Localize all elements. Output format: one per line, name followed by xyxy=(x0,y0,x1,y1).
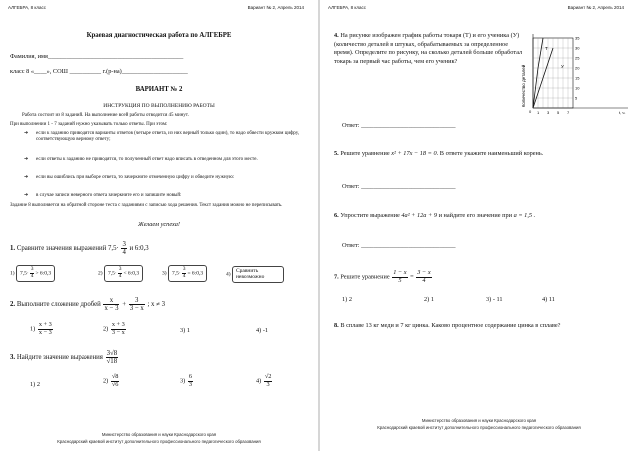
graph-y-tick: 5 xyxy=(575,95,578,101)
instruction-bullet: ➜ если к заданию приводятся варианты ответов (четыре ответа, из них верный только один), то надо обвести кружком цифру, соответствующую верному ответу; xyxy=(24,131,299,142)
left-page xyxy=(0,0,318,451)
q1-option-1[interactable]: 1) 7,5· $\frac{3}{4}$ > 6:0,3 xyxy=(10,265,55,282)
left-header-subject: АЛГЕБРА, 8 класс xyxy=(8,5,47,10)
graph-label-t: Т xyxy=(545,46,548,51)
instruction-intro: Работа состоит из 8 заданий. На выполнение всей работы отводится 45 минут. xyxy=(22,113,189,118)
question-3: 3. Найдите значение выражения $\frac{3√8}{√18}$ xyxy=(10,350,118,366)
graph-y-tick: 25 xyxy=(575,55,580,61)
right-header-subject: АЛГЕБРА, 8 класс xyxy=(328,5,367,10)
q7-option-4[interactable]: 4) 11 xyxy=(542,296,555,303)
page-title: Краевая диагностическая работа по АЛГЕБРЕ xyxy=(86,32,232,39)
q1-option-4[interactable]: 4) Сравнить невозможно xyxy=(226,266,284,283)
graph-y-tick: 35 xyxy=(575,35,580,41)
q7-option-3[interactable]: 3) - 11 xyxy=(486,296,503,303)
graph-y-tick: 15 xyxy=(575,75,580,81)
q2-option-2[interactable]: 2) $\frac{x + 3}{3 - x}$ xyxy=(103,321,125,336)
name-field[interactable]: Фамилия, имя___________________________________________ xyxy=(10,53,184,60)
footer-ministry: Министерство образования и науки Краснодарского края xyxy=(101,432,217,437)
graph-y-label: Количество деталей xyxy=(521,64,526,108)
q3-option-3[interactable]: 3) $\frac{6}{3}$ xyxy=(180,373,192,388)
question-5: 5. Решите уравнение x² + 17x − 18 = 0. В ответе укажите наименьший корень. xyxy=(334,150,544,157)
instruction-bullet: ➜ если ответы к заданию не приводятся, то полученный ответ надо вписать в отведенном для этого месте. xyxy=(24,157,258,162)
question-6: 6. Упростите выражение 4a² + 12a + 9 и найдите его значение при a = 1,5 . xyxy=(334,212,536,219)
right-page xyxy=(320,0,638,451)
q6-answer-field[interactable]: Ответ: ______________________________ xyxy=(342,242,456,249)
pointer-icon: ➜ xyxy=(24,193,29,198)
graph-y-tick: 30 xyxy=(575,45,580,51)
instruction-bullet: ➜ в случае записи неверного ответа зачеркните его и запишите новый: xyxy=(24,193,182,198)
q2-option-3[interactable]: 3) 1 xyxy=(180,327,190,334)
q1-option-3[interactable]: 3) 7,5· $\frac{3}{4}$ = 6:0,3 xyxy=(162,265,207,282)
question-7: 7. Решите уравнение $\frac{1 - x}{5}$ = $\frac{3 - x}{4}$ xyxy=(334,269,431,284)
instruction-bullet: ➜ если вы ошиблись при выборе ответа, то зачеркните отмеченную цифру и обведите нужную: xyxy=(24,175,235,180)
graph-label-u: У xyxy=(561,64,564,69)
q1-option-2[interactable]: 2) 7,5· $\frac{3}{4}$ < 6:0,3 xyxy=(98,265,143,282)
task8-note: Задание 8 выполняется на обратной стороне теста с заданиями с записью хода решения. Текст задания можно не переписывать. xyxy=(10,203,283,208)
q4-answer-field[interactable]: Ответ: ______________________________ xyxy=(342,122,456,129)
graph-x-tick: 1 xyxy=(537,110,540,115)
graph-x-tick: 5 xyxy=(557,110,560,115)
q2-option-1[interactable]: 1) $\frac{x + 3}{x - 3}$ xyxy=(30,321,52,336)
instruction-title: ИНСТРУКЦИЯ ПО ВЫПОЛНЕНИЮ РАБОТЫ xyxy=(103,103,215,109)
pointer-icon: ➜ xyxy=(24,157,29,162)
good-luck: Желаем успеха! xyxy=(137,221,180,228)
q2-option-4[interactable]: 4) -1 xyxy=(256,327,269,334)
footer-ministry: Министерство образования и науки Краснодарского края xyxy=(421,418,537,423)
footer-institute: Краснодарский краевой институт дополнительного профессионального педагогического образования xyxy=(57,439,261,444)
graph-x-label: t, ч. xyxy=(619,110,626,115)
graph-x-tick: 7 xyxy=(567,110,570,115)
graph-y-tick: 20 xyxy=(575,65,580,71)
work-graph xyxy=(516,28,634,118)
left-header-variant: Вариант № 2, Апрель 2014 xyxy=(247,5,304,10)
q3-option-2[interactable]: 2) $\frac{√8}{√6}$ xyxy=(103,373,119,388)
q5-answer-field[interactable]: Ответ: ______________________________ xyxy=(342,183,456,190)
pointer-icon: ➜ xyxy=(24,131,29,136)
class-field[interactable]: класс 8 «____», СОШ __________ г.(р-на)_____________________ xyxy=(10,68,188,75)
graph-x-tick: 3 xyxy=(547,110,550,115)
question-8: 8. В сплаве 13 кг меди и 7 кг цинка. Каково процентное содержание цинка в сплаве? xyxy=(334,322,561,329)
instruction-intro-2: При выполнении 1 - 7 заданий нужно указывать только ответы. При этом: xyxy=(10,122,168,127)
footer-institute: Краснодарский краевой институт дополнительного профессионального педагогического образования xyxy=(377,425,581,430)
right-header-variant: Вариант № 2, Апрель 2014 xyxy=(567,5,624,10)
graph-y-tick: 10 xyxy=(575,85,580,91)
q7-option-1[interactable]: 1) 2 xyxy=(342,296,352,303)
question-2: 2. Выполните сложение дробей $\frac{x}{x - 3}$ + $\frac{3}{3 - x}$ ; x ≠ 3 xyxy=(10,297,165,313)
q7-option-2[interactable]: 2) 1 xyxy=(424,296,434,303)
question-1: 1. Сравните значения выражений 7,5· $\frac{3}{4}$ и 6:0,3 xyxy=(10,241,149,257)
question-4: 4. На рисунке изображен график работы токаря (Т) и его ученика (У) (количество деталей в штуках, обрабатываемых за определенное время). Определите по рисунку, на сколько деталей больше обработал токарь за первый час работы, чем его ученик? xyxy=(334,32,523,65)
pointer-icon: ➜ xyxy=(24,175,29,180)
q3-option-4[interactable]: 4) $\frac{√2}{3}$ xyxy=(256,373,272,388)
graph-origin: 0 xyxy=(529,109,532,114)
variant-title: ВАРИАНТ № 2 xyxy=(135,86,183,93)
q3-option-1[interactable]: 1) 2 xyxy=(30,381,40,388)
